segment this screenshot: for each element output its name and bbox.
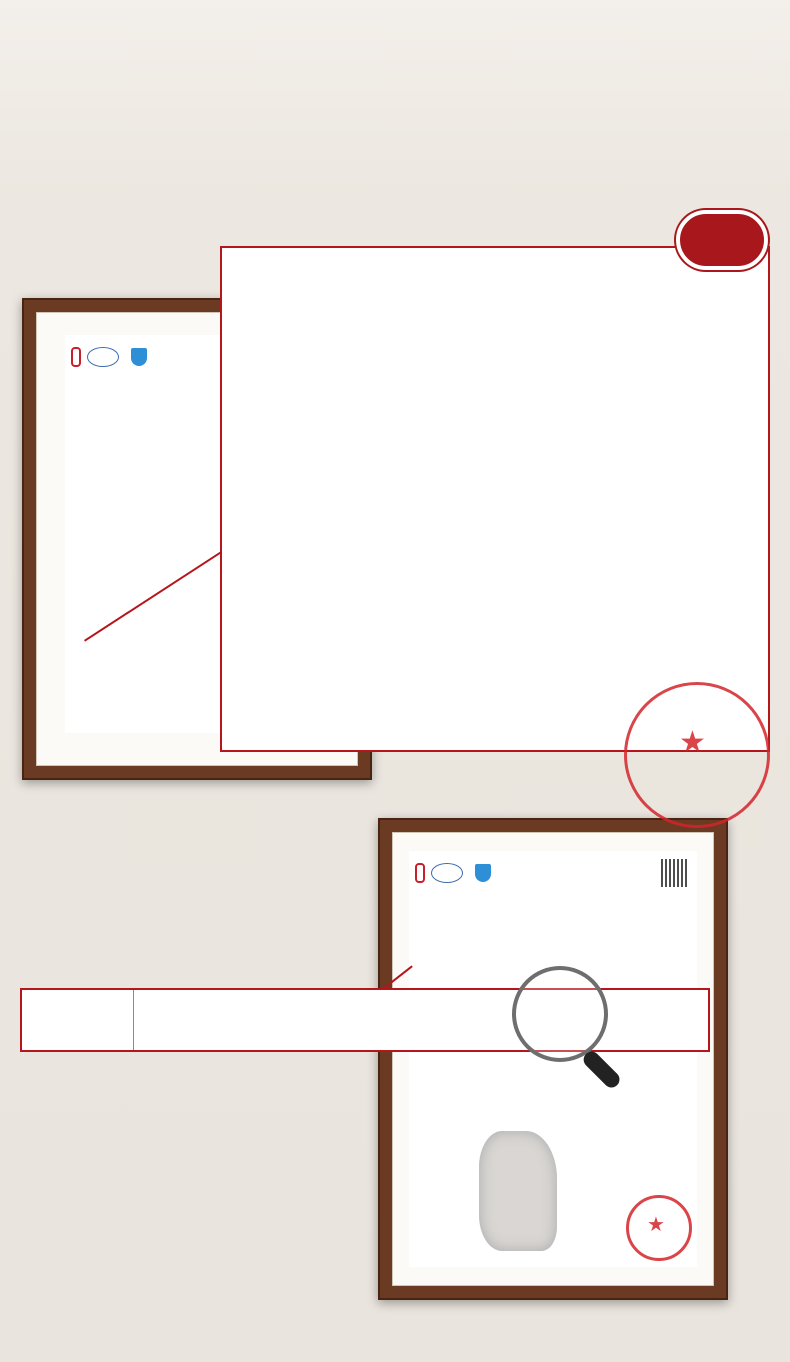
pass-badge — [676, 210, 768, 270]
seal-stamp-small — [626, 1195, 692, 1261]
ilac-logo — [87, 347, 119, 367]
shield-icon — [131, 348, 147, 366]
judgment-label — [22, 990, 134, 1052]
test-results-table — [220, 246, 770, 752]
star-icon-large: ★ — [679, 725, 706, 760]
shield-icon-right — [475, 864, 491, 882]
sample-photo — [479, 1131, 557, 1251]
cma-logo-right — [415, 863, 425, 883]
star-icon: ★ — [647, 1212, 665, 1236]
report-logos — [71, 343, 147, 371]
magnifier-icon — [512, 966, 608, 1062]
seal-stamp-large — [624, 682, 770, 828]
report-logos-right — [415, 859, 491, 887]
ilac-logo-right — [431, 863, 463, 883]
cma-logo — [71, 347, 81, 367]
qr-code-icon — [661, 859, 689, 887]
